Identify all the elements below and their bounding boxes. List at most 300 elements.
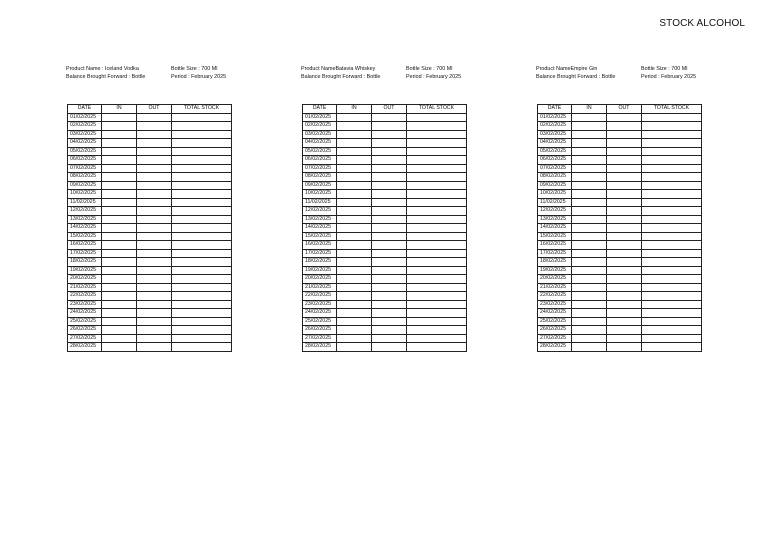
balance-brought-forward: Balance Brought Forward : Bottle <box>536 74 616 80</box>
total-stock-cell <box>642 343 702 352</box>
period: Period : February 2025 <box>406 74 462 80</box>
in-cell <box>572 130 607 139</box>
date-cell: 02/02/2025 <box>68 122 102 131</box>
table-header-row <box>68 105 232 114</box>
date-cell: 25/02/2025 <box>303 317 337 326</box>
stock-section-gin <box>536 65 736 349</box>
table-row <box>303 309 467 318</box>
table-row <box>68 232 232 241</box>
table-row <box>303 190 467 199</box>
total-stock-cell <box>172 198 232 207</box>
out-cell <box>372 147 407 156</box>
total-stock-cell <box>172 232 232 241</box>
date-cell: 06/02/2025 <box>303 156 337 165</box>
out-cell <box>607 266 642 275</box>
in-cell <box>337 232 372 241</box>
table-row <box>68 190 232 199</box>
out-cell <box>372 232 407 241</box>
date-cell: 12/02/2025 <box>68 207 102 216</box>
in-cell <box>572 232 607 241</box>
out-cell <box>372 334 407 343</box>
in-cell <box>572 317 607 326</box>
table-row <box>303 317 467 326</box>
out-cell <box>137 173 172 182</box>
table-row <box>538 292 702 301</box>
date-cell: 18/02/2025 <box>538 258 572 267</box>
in-cell <box>102 139 137 148</box>
out-cell <box>137 232 172 241</box>
date-cell: 22/02/2025 <box>538 292 572 301</box>
page-title: STOCK ALCOHOL <box>659 18 745 29</box>
in-cell <box>102 181 137 190</box>
table-row <box>538 139 702 148</box>
out-cell <box>372 198 407 207</box>
date-cell: 15/02/2025 <box>68 232 102 241</box>
date-cell: 19/02/2025 <box>303 266 337 275</box>
in-cell <box>337 309 372 318</box>
table-row <box>538 309 702 318</box>
table-row <box>303 283 467 292</box>
out-cell <box>607 113 642 122</box>
date-cell: 15/02/2025 <box>538 232 572 241</box>
table-row <box>538 275 702 284</box>
table-row <box>68 181 232 190</box>
in-cell <box>572 241 607 250</box>
header-date: DATE <box>303 105 337 114</box>
table-row <box>538 300 702 309</box>
in-cell <box>337 215 372 224</box>
in-cell <box>102 266 137 275</box>
table-row <box>538 326 702 335</box>
total-stock-cell <box>172 122 232 131</box>
table-row <box>68 275 232 284</box>
in-cell <box>337 173 372 182</box>
out-cell <box>137 249 172 258</box>
out-cell <box>607 130 642 139</box>
in-cell <box>337 266 372 275</box>
date-cell: 20/02/2025 <box>303 275 337 284</box>
date-cell: 26/02/2025 <box>68 326 102 335</box>
date-cell: 21/02/2025 <box>68 283 102 292</box>
date-cell: 16/02/2025 <box>303 241 337 250</box>
out-cell <box>607 215 642 224</box>
total-stock-cell <box>172 275 232 284</box>
in-cell <box>337 258 372 267</box>
total-stock-cell <box>172 292 232 301</box>
table-row <box>68 156 232 165</box>
total-stock-cell <box>642 173 702 182</box>
out-cell <box>372 164 407 173</box>
date-cell: 06/02/2025 <box>538 156 572 165</box>
total-stock-cell <box>172 181 232 190</box>
in-cell <box>572 173 607 182</box>
in-cell <box>572 300 607 309</box>
out-cell <box>607 292 642 301</box>
total-stock-cell <box>407 283 467 292</box>
date-cell: 20/02/2025 <box>538 275 572 284</box>
date-cell: 07/02/2025 <box>303 164 337 173</box>
table-row <box>538 224 702 233</box>
date-cell: 14/02/2025 <box>538 224 572 233</box>
total-stock-cell <box>407 139 467 148</box>
date-cell: 23/02/2025 <box>538 300 572 309</box>
in-cell <box>102 275 137 284</box>
header-date: DATE <box>538 105 572 114</box>
table-row <box>538 122 702 131</box>
table-row <box>538 241 702 250</box>
table-row <box>538 190 702 199</box>
header-in: IN <box>102 105 137 114</box>
out-cell <box>372 275 407 284</box>
in-cell <box>102 232 137 241</box>
balance-brought-forward: Balance Brought Forward : Bottle <box>66 74 146 80</box>
table-row <box>68 317 232 326</box>
total-stock-cell <box>407 122 467 131</box>
in-cell <box>102 334 137 343</box>
total-stock-cell <box>642 164 702 173</box>
table-row <box>303 292 467 301</box>
total-stock-cell <box>407 326 467 335</box>
stock-table <box>537 104 702 352</box>
header-in: IN <box>572 105 607 114</box>
total-stock-cell <box>407 300 467 309</box>
header-date: DATE <box>68 105 102 114</box>
table-row <box>303 232 467 241</box>
in-cell <box>572 292 607 301</box>
in-cell <box>572 275 607 284</box>
in-cell <box>102 224 137 233</box>
total-stock-cell <box>172 266 232 275</box>
date-cell: 10/02/2025 <box>538 190 572 199</box>
table-row <box>303 215 467 224</box>
in-cell <box>102 241 137 250</box>
in-cell <box>337 224 372 233</box>
table-row <box>538 207 702 216</box>
date-cell: 17/02/2025 <box>538 249 572 258</box>
table-row <box>303 300 467 309</box>
date-cell: 19/02/2025 <box>68 266 102 275</box>
in-cell <box>572 283 607 292</box>
total-stock-cell <box>642 275 702 284</box>
out-cell <box>607 326 642 335</box>
out-cell <box>607 232 642 241</box>
product-info <box>301 65 501 85</box>
in-cell <box>102 326 137 335</box>
date-cell: 09/02/2025 <box>538 181 572 190</box>
total-stock-cell <box>407 173 467 182</box>
out-cell <box>607 198 642 207</box>
total-stock-cell <box>172 130 232 139</box>
table-row <box>538 147 702 156</box>
in-cell <box>337 249 372 258</box>
header-total-stock: TOTAL STOCK <box>407 105 467 114</box>
out-cell <box>137 122 172 131</box>
table-row <box>303 156 467 165</box>
in-cell <box>337 317 372 326</box>
total-stock-cell <box>172 190 232 199</box>
out-cell <box>607 224 642 233</box>
out-cell <box>607 309 642 318</box>
product-name: Product NameEmpire Gin <box>536 66 598 72</box>
date-cell: 12/02/2025 <box>538 207 572 216</box>
out-cell <box>137 266 172 275</box>
total-stock-cell <box>407 241 467 250</box>
total-stock-cell <box>407 309 467 318</box>
out-cell <box>137 283 172 292</box>
in-cell <box>102 207 137 216</box>
date-cell: 16/02/2025 <box>538 241 572 250</box>
table-row <box>538 156 702 165</box>
in-cell <box>337 275 372 284</box>
in-cell <box>337 334 372 343</box>
in-cell <box>572 343 607 352</box>
out-cell <box>607 275 642 284</box>
out-cell <box>607 207 642 216</box>
in-cell <box>102 215 137 224</box>
in-cell <box>572 113 607 122</box>
date-cell: 04/02/2025 <box>538 139 572 148</box>
stock-table <box>302 104 467 352</box>
date-cell: 12/02/2025 <box>303 207 337 216</box>
out-cell <box>137 258 172 267</box>
out-cell <box>137 190 172 199</box>
in-cell <box>572 258 607 267</box>
total-stock-cell <box>642 139 702 148</box>
total-stock-cell <box>642 130 702 139</box>
out-cell <box>607 173 642 182</box>
out-cell <box>137 215 172 224</box>
out-cell <box>137 164 172 173</box>
total-stock-cell <box>642 147 702 156</box>
total-stock-cell <box>642 241 702 250</box>
in-cell <box>572 309 607 318</box>
header-out: OUT <box>372 105 407 114</box>
total-stock-cell <box>407 130 467 139</box>
table-row <box>68 147 232 156</box>
balance-brought-forward: Balance Brought Forward : Bottle <box>301 74 381 80</box>
out-cell <box>372 266 407 275</box>
total-stock-cell <box>642 309 702 318</box>
in-cell <box>337 147 372 156</box>
date-cell: 10/02/2025 <box>303 190 337 199</box>
table-row <box>303 147 467 156</box>
date-cell: 16/02/2025 <box>68 241 102 250</box>
date-cell: 28/02/2025 <box>538 343 572 352</box>
out-cell <box>137 326 172 335</box>
table-row <box>68 241 232 250</box>
date-cell: 08/02/2025 <box>68 173 102 182</box>
header-total-stock: TOTAL STOCK <box>172 105 232 114</box>
table-row <box>68 343 232 352</box>
table-row <box>538 173 702 182</box>
date-cell: 03/02/2025 <box>68 130 102 139</box>
total-stock-cell <box>642 334 702 343</box>
in-cell <box>337 241 372 250</box>
in-cell <box>337 198 372 207</box>
total-stock-cell <box>407 266 467 275</box>
table-row <box>68 130 232 139</box>
total-stock-cell <box>642 190 702 199</box>
date-cell: 09/02/2025 <box>68 181 102 190</box>
out-cell <box>137 156 172 165</box>
date-cell: 05/02/2025 <box>68 147 102 156</box>
date-cell: 27/02/2025 <box>68 334 102 343</box>
out-cell <box>607 190 642 199</box>
total-stock-cell <box>642 207 702 216</box>
date-cell: 04/02/2025 <box>303 139 337 148</box>
in-cell <box>572 266 607 275</box>
out-cell <box>137 343 172 352</box>
total-stock-cell <box>642 266 702 275</box>
table-row <box>538 283 702 292</box>
total-stock-cell <box>407 113 467 122</box>
table-row <box>68 122 232 131</box>
table-row <box>303 139 467 148</box>
product-name: Product NameBatavia Whiskey <box>301 66 376 72</box>
out-cell <box>137 224 172 233</box>
table-row <box>538 266 702 275</box>
date-cell: 19/02/2025 <box>538 266 572 275</box>
out-cell <box>372 317 407 326</box>
in-cell <box>337 190 372 199</box>
in-cell <box>102 249 137 258</box>
table-row <box>538 258 702 267</box>
in-cell <box>102 343 137 352</box>
total-stock-cell <box>407 249 467 258</box>
out-cell <box>137 292 172 301</box>
date-cell: 25/02/2025 <box>68 317 102 326</box>
in-cell <box>337 122 372 131</box>
total-stock-cell <box>172 283 232 292</box>
in-cell <box>337 283 372 292</box>
out-cell <box>137 198 172 207</box>
out-cell <box>372 283 407 292</box>
date-cell: 03/02/2025 <box>303 130 337 139</box>
in-cell <box>572 198 607 207</box>
out-cell <box>137 181 172 190</box>
out-cell <box>372 181 407 190</box>
stock-section-whiskey <box>301 65 501 349</box>
out-cell <box>372 207 407 216</box>
out-cell <box>372 326 407 335</box>
in-cell <box>572 190 607 199</box>
out-cell <box>607 139 642 148</box>
date-cell: 14/02/2025 <box>68 224 102 233</box>
in-cell <box>337 181 372 190</box>
out-cell <box>372 249 407 258</box>
table-row <box>68 198 232 207</box>
table-row <box>303 122 467 131</box>
total-stock-cell <box>172 326 232 335</box>
total-stock-cell <box>172 343 232 352</box>
total-stock-cell <box>642 215 702 224</box>
out-cell <box>607 181 642 190</box>
out-cell <box>137 139 172 148</box>
out-cell <box>372 173 407 182</box>
total-stock-cell <box>172 113 232 122</box>
total-stock-cell <box>642 156 702 165</box>
table-row <box>68 207 232 216</box>
table-row <box>303 275 467 284</box>
table-header-row <box>538 105 702 114</box>
out-cell <box>137 147 172 156</box>
date-cell: 21/02/2025 <box>538 283 572 292</box>
in-cell <box>572 139 607 148</box>
total-stock-cell <box>407 224 467 233</box>
table-row <box>68 334 232 343</box>
out-cell <box>607 164 642 173</box>
in-cell <box>572 207 607 216</box>
out-cell <box>372 343 407 352</box>
out-cell <box>137 207 172 216</box>
total-stock-cell <box>172 249 232 258</box>
total-stock-cell <box>407 232 467 241</box>
total-stock-cell <box>642 300 702 309</box>
total-stock-cell <box>172 334 232 343</box>
date-cell: 23/02/2025 <box>68 300 102 309</box>
total-stock-cell <box>172 258 232 267</box>
table-row <box>538 343 702 352</box>
out-cell <box>372 190 407 199</box>
date-cell: 07/02/2025 <box>538 164 572 173</box>
date-cell: 18/02/2025 <box>303 258 337 267</box>
total-stock-cell <box>172 164 232 173</box>
out-cell <box>372 241 407 250</box>
in-cell <box>337 207 372 216</box>
in-cell <box>337 113 372 122</box>
in-cell <box>102 300 137 309</box>
in-cell <box>102 283 137 292</box>
out-cell <box>372 139 407 148</box>
out-cell <box>607 343 642 352</box>
total-stock-cell <box>642 317 702 326</box>
out-cell <box>372 215 407 224</box>
in-cell <box>337 326 372 335</box>
total-stock-cell <box>642 258 702 267</box>
out-cell <box>607 249 642 258</box>
table-row <box>538 334 702 343</box>
date-cell: 26/02/2025 <box>538 326 572 335</box>
in-cell <box>572 147 607 156</box>
in-cell <box>102 198 137 207</box>
in-cell <box>337 130 372 139</box>
table-row <box>68 283 232 292</box>
out-cell <box>137 317 172 326</box>
total-stock-cell <box>642 249 702 258</box>
date-cell: 17/02/2025 <box>303 249 337 258</box>
total-stock-cell <box>642 232 702 241</box>
date-cell: 10/02/2025 <box>68 190 102 199</box>
date-cell: 01/02/2025 <box>68 113 102 122</box>
product-info <box>536 65 736 85</box>
date-cell: 28/02/2025 <box>303 343 337 352</box>
in-cell <box>102 173 137 182</box>
period: Period : February 2025 <box>641 74 697 80</box>
header-out: OUT <box>137 105 172 114</box>
out-cell <box>137 334 172 343</box>
out-cell <box>137 113 172 122</box>
total-stock-cell <box>407 343 467 352</box>
date-cell: 17/02/2025 <box>68 249 102 258</box>
table-row <box>68 300 232 309</box>
bottle-size: Bottle Size : 700 Ml <box>406 66 453 72</box>
table-row <box>538 232 702 241</box>
header-in: IN <box>337 105 372 114</box>
date-cell: 21/02/2025 <box>303 283 337 292</box>
out-cell <box>372 156 407 165</box>
date-cell: 07/02/2025 <box>68 164 102 173</box>
table-row <box>303 258 467 267</box>
